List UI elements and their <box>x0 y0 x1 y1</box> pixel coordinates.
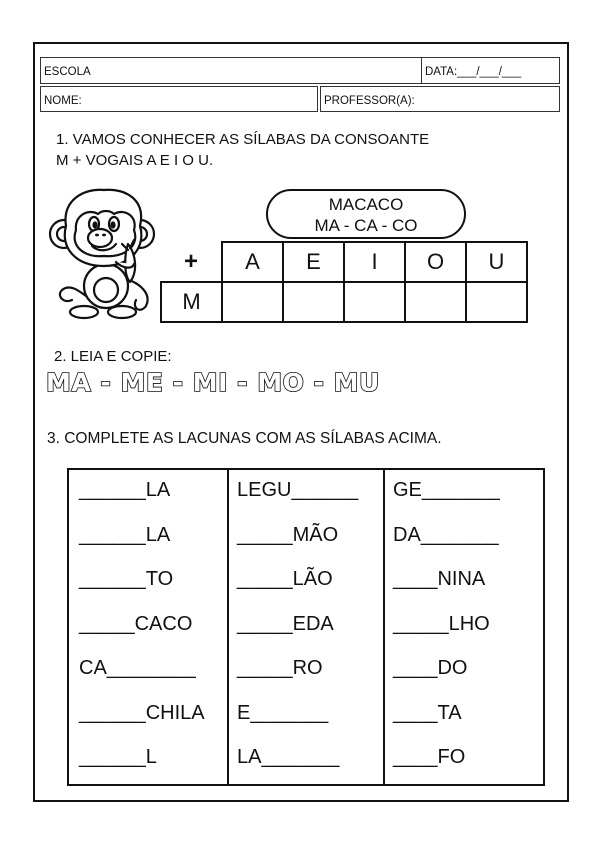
question-1-line-1: 1. VAMOS CONHECER AS SÍLABAS DA CONSOANTE <box>56 131 430 148</box>
blank-item[interactable]: DA_______ <box>393 523 499 546</box>
consonant-cell: M <box>161 282 222 322</box>
blank-item[interactable]: LEGU______ <box>237 479 359 501</box>
blank-item[interactable]: ______L <box>79 746 157 768</box>
vowel-cell: O <box>405 242 466 282</box>
syllable-table <box>160 241 528 323</box>
name-field[interactable] <box>40 86 318 112</box>
school-label: ESCOLA <box>44 66 91 78</box>
blank-item[interactable]: _____RO <box>237 657 323 679</box>
answer-cell-mi[interactable] <box>344 282 405 322</box>
blank-item[interactable]: _____LÃO <box>237 568 333 590</box>
blank-item[interactable]: LA_______ <box>237 746 340 768</box>
macaco-word: MACACO <box>328 195 404 214</box>
macaco-syllables: MA - CA - CO <box>314 216 418 235</box>
blank-item[interactable]: _____MÃO <box>237 523 339 546</box>
blank-item[interactable]: _____EDA <box>237 612 334 635</box>
grid-column-3 <box>383 470 543 784</box>
answer-cell-mu[interactable] <box>466 282 527 322</box>
grid-column-1 <box>69 470 227 784</box>
blank-item[interactable]: ______LA <box>79 523 171 546</box>
syllable-sequence: MA - ME - MI - MO - MU <box>46 368 380 397</box>
name-label: NOME: <box>44 95 82 107</box>
question-2-title: 2. LEIA E COPIE: <box>54 348 172 365</box>
blank-item[interactable]: GE_______ <box>393 479 500 501</box>
answer-cell-ma[interactable] <box>222 282 283 322</box>
teacher-label: PROFESSOR(A): <box>324 95 415 107</box>
blank-item[interactable]: ______CHILA <box>79 701 205 724</box>
date-field[interactable] <box>421 57 560 84</box>
blank-item[interactable]: CA________ <box>79 657 196 679</box>
macaco-bubble <box>266 189 466 239</box>
blank-item[interactable]: ____FO <box>393 746 466 768</box>
fill-in-grid <box>67 468 545 786</box>
vowel-cell: U <box>466 242 527 282</box>
blank-item[interactable]: _____LHO <box>393 612 490 635</box>
teacher-field[interactable] <box>320 86 560 112</box>
blank-item[interactable]: ____NINA <box>393 568 486 590</box>
blank-item[interactable]: _____CACO <box>79 612 193 635</box>
vowel-cell: A <box>222 242 283 282</box>
vowel-cell: I <box>344 242 405 282</box>
blank-item[interactable]: ______TO <box>79 568 174 590</box>
blank-item[interactable]: ____TA <box>393 701 462 724</box>
blank-item[interactable]: E_______ <box>237 701 329 724</box>
vowel-cell: E <box>283 242 344 282</box>
question-1-line-2: M + VOGAIS A E I O U. <box>56 152 214 169</box>
answer-cell-me[interactable] <box>283 282 344 322</box>
plus-cell <box>161 242 222 282</box>
date-label: DATA:___/___/___ <box>425 66 522 78</box>
question-3-title: 3. COMPLETE AS LACUNAS COM AS SÍLABAS ACIMA. <box>47 430 442 447</box>
monkey-illustration <box>48 186 158 321</box>
school-field[interactable] <box>40 57 422 84</box>
answer-cell-mo[interactable] <box>405 282 466 322</box>
grid-column-2 <box>227 470 383 784</box>
blank-item[interactable]: ____DO <box>393 657 468 679</box>
plus-icon: + <box>183 247 198 275</box>
blank-item[interactable]: ______LA <box>79 479 171 501</box>
